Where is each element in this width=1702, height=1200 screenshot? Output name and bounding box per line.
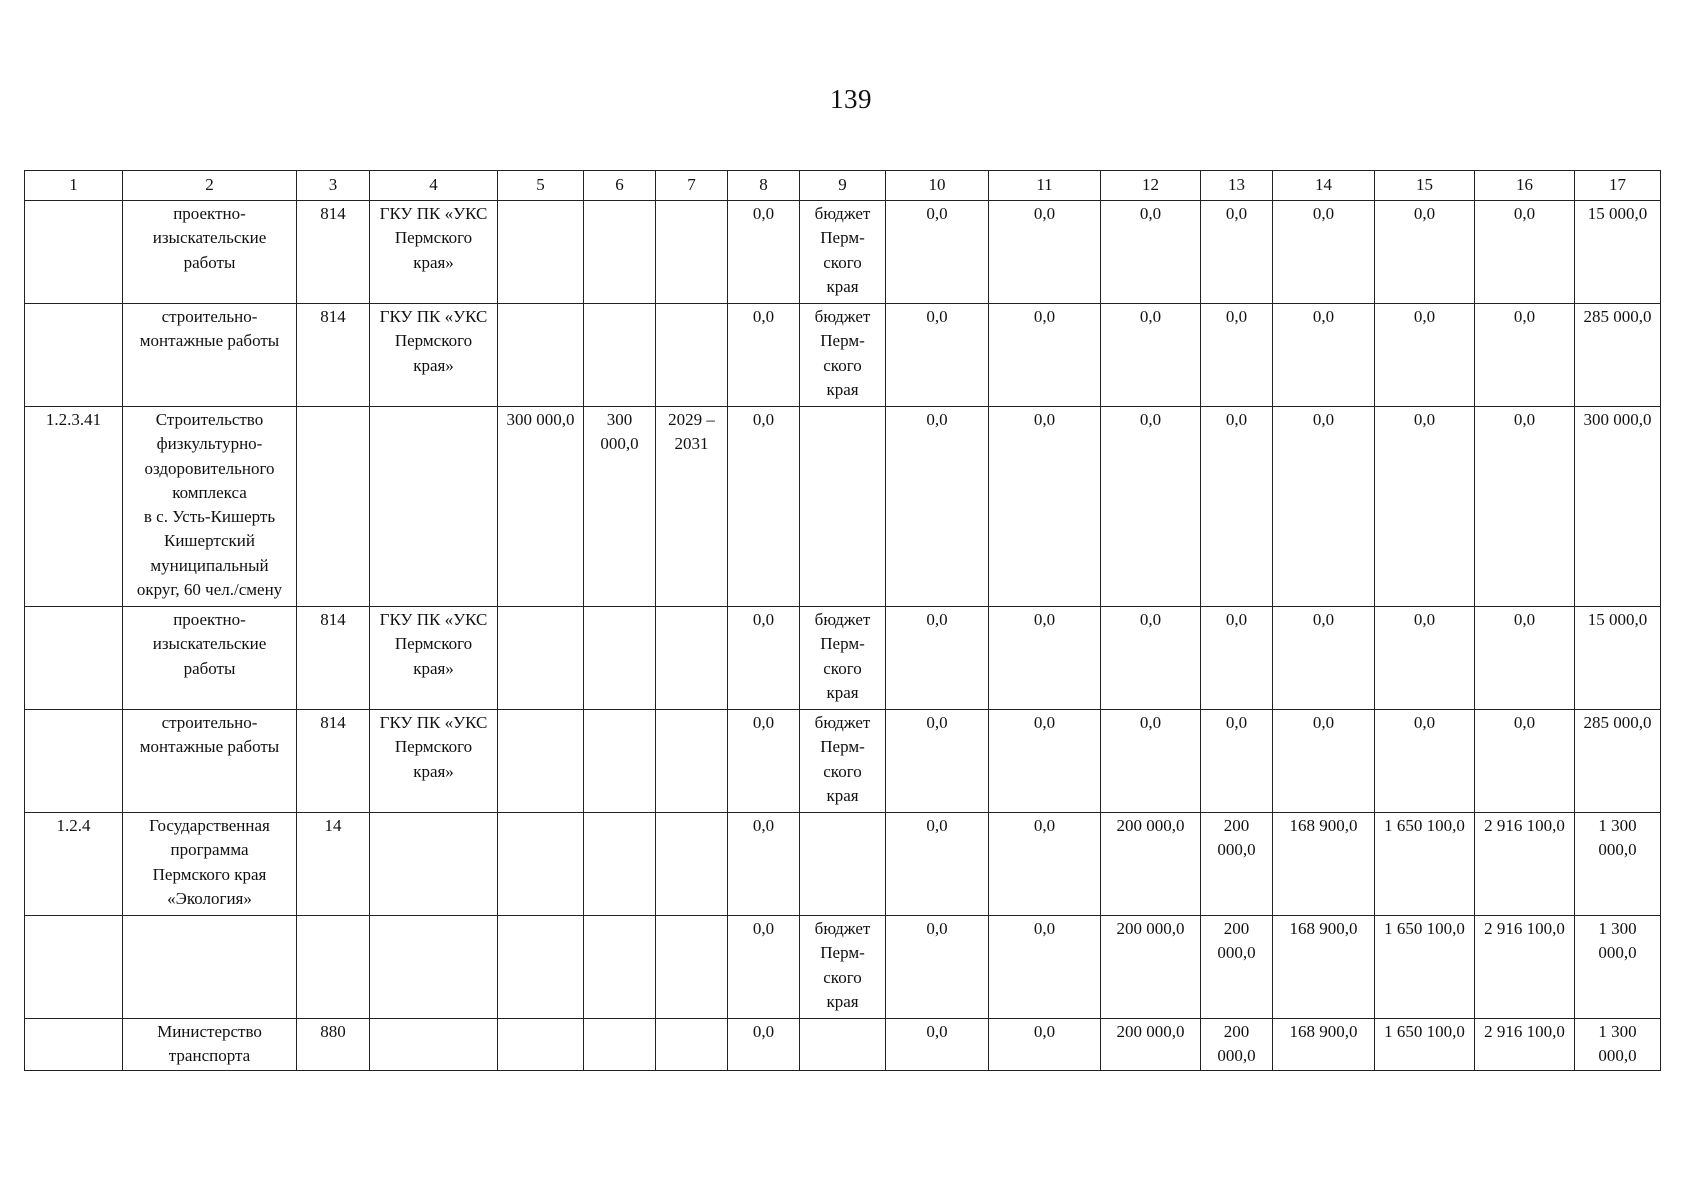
column-header: 13 bbox=[1201, 171, 1273, 201]
table-cell: 200 000,0 bbox=[1101, 916, 1201, 1019]
table-cell: 0,0 bbox=[728, 407, 800, 607]
table-cell: строительно- монтажные работы bbox=[123, 304, 297, 407]
table-cell: 814 bbox=[297, 304, 370, 407]
table-cell bbox=[25, 1019, 123, 1071]
table-cell bbox=[656, 607, 728, 710]
table-cell: 200 000,0 bbox=[1201, 1019, 1273, 1071]
table-cell: 15 000,0 bbox=[1575, 201, 1661, 304]
table-cell bbox=[800, 407, 886, 607]
table-cell bbox=[498, 304, 584, 407]
budget-table bbox=[24, 170, 1661, 1071]
table-cell bbox=[498, 710, 584, 813]
table-row bbox=[25, 304, 1661, 407]
column-header: 6 bbox=[584, 171, 656, 201]
table-cell bbox=[25, 607, 123, 710]
table-cell: Строительство физкультурно- оздоровительного комплекса в с. Усть-Кишерть Кишертский муниципальный округ, 60 чел./смену bbox=[123, 407, 297, 607]
table-cell: 814 bbox=[297, 710, 370, 813]
table-cell: 0,0 bbox=[1201, 304, 1273, 407]
table-cell: 0,0 bbox=[1475, 607, 1575, 710]
table-cell bbox=[498, 201, 584, 304]
table-cell: 0,0 bbox=[1375, 407, 1475, 607]
table-cell: 0,0 bbox=[728, 304, 800, 407]
table-cell: 1.2.3.41 bbox=[25, 407, 123, 607]
column-header: 11 bbox=[989, 171, 1101, 201]
table-cell: 0,0 bbox=[1375, 304, 1475, 407]
table-cell bbox=[584, 201, 656, 304]
table-cell: 1 300 000,0 bbox=[1575, 916, 1661, 1019]
table-cell: 0,0 bbox=[1201, 607, 1273, 710]
table-cell: Министерство транспорта bbox=[123, 1019, 297, 1071]
column-header: 4 bbox=[370, 171, 498, 201]
table-cell: 0,0 bbox=[1273, 201, 1375, 304]
table-cell bbox=[370, 1019, 498, 1071]
table-cell: 0,0 bbox=[886, 201, 989, 304]
table-cell: 300 000,0 bbox=[498, 407, 584, 607]
table-cell: проектно- изыскательские работы bbox=[123, 201, 297, 304]
column-header: 16 bbox=[1475, 171, 1575, 201]
table-cell bbox=[370, 916, 498, 1019]
table-cell: 168 900,0 bbox=[1273, 1019, 1375, 1071]
table-cell: 0,0 bbox=[989, 1019, 1101, 1071]
table-cell: 0,0 bbox=[989, 916, 1101, 1019]
table-cell: 0,0 bbox=[1475, 407, 1575, 607]
table-cell: 0,0 bbox=[989, 710, 1101, 813]
table-cell bbox=[584, 710, 656, 813]
table-cell: 0,0 bbox=[1375, 710, 1475, 813]
table-cell: ГКУ ПК «УКС Пермского края» bbox=[370, 607, 498, 710]
table-cell bbox=[584, 304, 656, 407]
table-cell: 0,0 bbox=[886, 1019, 989, 1071]
table-row bbox=[25, 1019, 1661, 1071]
table-cell bbox=[656, 201, 728, 304]
table-cell bbox=[25, 201, 123, 304]
table-cell: 0,0 bbox=[886, 813, 989, 916]
table-cell: 0,0 bbox=[1475, 201, 1575, 304]
table-cell: 0,0 bbox=[1475, 710, 1575, 813]
table-cell: 0,0 bbox=[728, 1019, 800, 1071]
table-cell: 0,0 bbox=[989, 813, 1101, 916]
table-cell bbox=[370, 407, 498, 607]
table-cell: бюджет Перм- ского края bbox=[800, 607, 886, 710]
table-cell: 168 900,0 bbox=[1273, 916, 1375, 1019]
table-cell bbox=[498, 1019, 584, 1071]
table-cell bbox=[498, 813, 584, 916]
table-cell: 880 bbox=[297, 1019, 370, 1071]
table-cell bbox=[25, 710, 123, 813]
table-cell: бюджет Перм- ского края bbox=[800, 201, 886, 304]
table-row bbox=[25, 710, 1661, 813]
table-row bbox=[25, 607, 1661, 710]
table-cell bbox=[656, 1019, 728, 1071]
table-cell: 0,0 bbox=[1201, 407, 1273, 607]
table-cell: 168 900,0 bbox=[1273, 813, 1375, 916]
table-cell bbox=[297, 407, 370, 607]
table-cell: 0,0 bbox=[728, 201, 800, 304]
table-cell bbox=[800, 813, 886, 916]
table-cell: 0,0 bbox=[989, 304, 1101, 407]
table-cell: 2 916 100,0 bbox=[1475, 916, 1575, 1019]
table-cell: 0,0 bbox=[1201, 710, 1273, 813]
table-cell: 285 000,0 bbox=[1575, 710, 1661, 813]
table-cell: 814 bbox=[297, 201, 370, 304]
column-header: 14 bbox=[1273, 171, 1375, 201]
column-header: 8 bbox=[728, 171, 800, 201]
table-cell: 2 916 100,0 bbox=[1475, 1019, 1575, 1071]
table-cell: 300 000,0 bbox=[584, 407, 656, 607]
table-cell: 1 300 000,0 bbox=[1575, 813, 1661, 916]
table-cell: 0,0 bbox=[1101, 304, 1201, 407]
table-cell bbox=[584, 1019, 656, 1071]
table-cell: ГКУ ПК «УКС Пермского края» bbox=[370, 201, 498, 304]
table-cell: 200 000,0 bbox=[1101, 813, 1201, 916]
column-header: 17 bbox=[1575, 171, 1661, 201]
table-cell: 2 916 100,0 bbox=[1475, 813, 1575, 916]
table-cell: 0,0 bbox=[1375, 607, 1475, 710]
table-cell: 0,0 bbox=[1475, 304, 1575, 407]
table-cell: ГКУ ПК «УКС Пермского края» bbox=[370, 710, 498, 813]
table-cell: 0,0 bbox=[1375, 201, 1475, 304]
table-row bbox=[25, 201, 1661, 304]
table-cell: 0,0 bbox=[989, 201, 1101, 304]
table-cell: 0,0 bbox=[886, 710, 989, 813]
table-cell bbox=[584, 916, 656, 1019]
table-cell bbox=[656, 710, 728, 813]
table-cell: 0,0 bbox=[886, 407, 989, 607]
table-cell: 0,0 bbox=[728, 607, 800, 710]
table-cell: бюджет Перм- ского края bbox=[800, 710, 886, 813]
table-cell bbox=[297, 916, 370, 1019]
table-cell: 1 300 000,0 bbox=[1575, 1019, 1661, 1071]
table-cell: 200 000,0 bbox=[1201, 916, 1273, 1019]
table-cell bbox=[584, 813, 656, 916]
column-header: 9 bbox=[800, 171, 886, 201]
table-cell: 14 bbox=[297, 813, 370, 916]
table-cell bbox=[656, 916, 728, 1019]
table-cell: бюджет Перм- ского края bbox=[800, 916, 886, 1019]
table-cell: 0,0 bbox=[1273, 710, 1375, 813]
table-cell: 1.2.4 bbox=[25, 813, 123, 916]
table-cell: 0,0 bbox=[1101, 710, 1201, 813]
table-cell: 0,0 bbox=[886, 607, 989, 710]
column-header: 12 bbox=[1101, 171, 1201, 201]
table-cell: 1 650 100,0 bbox=[1375, 1019, 1475, 1071]
table-cell: проектно- изыскательские работы bbox=[123, 607, 297, 710]
column-header: 1 bbox=[25, 171, 123, 201]
table-cell: Государственная программа Пермского края «Экология» bbox=[123, 813, 297, 916]
table-cell: 0,0 bbox=[1273, 407, 1375, 607]
table-cell bbox=[656, 813, 728, 916]
table-cell: 15 000,0 bbox=[1575, 607, 1661, 710]
table-cell: 0,0 bbox=[728, 710, 800, 813]
column-header: 15 bbox=[1375, 171, 1475, 201]
table-cell: 0,0 bbox=[1101, 407, 1201, 607]
table-cell: 1 650 100,0 bbox=[1375, 916, 1475, 1019]
table-cell: бюджет Перм- ского края bbox=[800, 304, 886, 407]
table-cell: 1 650 100,0 bbox=[1375, 813, 1475, 916]
header-row bbox=[25, 171, 1661, 201]
table-cell: строительно- монтажные работы bbox=[123, 710, 297, 813]
table-row bbox=[25, 916, 1661, 1019]
table-cell bbox=[370, 813, 498, 916]
table-cell: 300 000,0 bbox=[1575, 407, 1661, 607]
table-cell: 0,0 bbox=[728, 813, 800, 916]
table-cell bbox=[800, 1019, 886, 1071]
table-cell: 0,0 bbox=[989, 407, 1101, 607]
table-cell: 2029 – 2031 bbox=[656, 407, 728, 607]
table-cell: 0,0 bbox=[1273, 304, 1375, 407]
table-cell: 0,0 bbox=[1273, 607, 1375, 710]
table-cell bbox=[25, 304, 123, 407]
table-cell: 0,0 bbox=[1201, 201, 1273, 304]
table-cell: 814 bbox=[297, 607, 370, 710]
table-cell: 0,0 bbox=[1101, 201, 1201, 304]
page-number: 139 bbox=[830, 84, 872, 114]
table-cell bbox=[25, 916, 123, 1019]
table-cell bbox=[123, 916, 297, 1019]
table-row bbox=[25, 407, 1661, 607]
column-header: 3 bbox=[297, 171, 370, 201]
table-cell: 200 000,0 bbox=[1201, 813, 1273, 916]
table-cell: ГКУ ПК «УКС Пермского края» bbox=[370, 304, 498, 407]
column-header: 7 bbox=[656, 171, 728, 201]
table-cell: 0,0 bbox=[728, 916, 800, 1019]
column-header: 2 bbox=[123, 171, 297, 201]
table-row bbox=[25, 813, 1661, 916]
column-header: 10 bbox=[886, 171, 989, 201]
table-cell bbox=[584, 607, 656, 710]
table-cell bbox=[498, 607, 584, 710]
table-cell: 0,0 bbox=[886, 916, 989, 1019]
column-header: 5 bbox=[498, 171, 584, 201]
table-cell bbox=[498, 916, 584, 1019]
table-cell: 200 000,0 bbox=[1101, 1019, 1201, 1071]
table-cell: 0,0 bbox=[1101, 607, 1201, 710]
table-cell: 0,0 bbox=[886, 304, 989, 407]
table-cell bbox=[656, 304, 728, 407]
table-cell: 285 000,0 bbox=[1575, 304, 1661, 407]
table-cell: 0,0 bbox=[989, 607, 1101, 710]
